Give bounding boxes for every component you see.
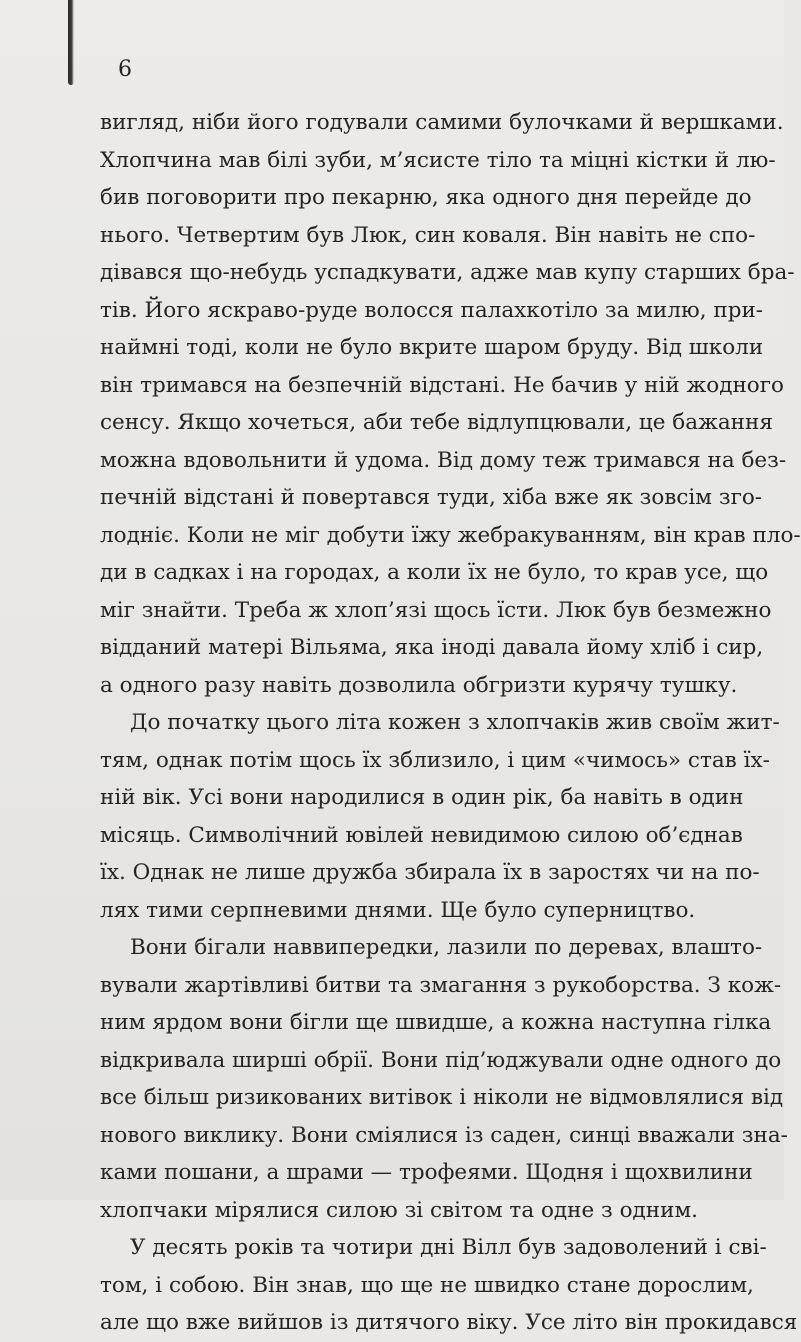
- text-line: вигляд, ніби його годували самими булочками й вершками.: [100, 110, 784, 135]
- text-line: До початку цього літа кожен з хлопчаків жив своїм жит-: [130, 710, 780, 735]
- text-line: Вони бігали наввипередки, лазили по деревах, влашто-: [130, 935, 763, 960]
- text-line: том, і собою. Він знав, що ще не швидко стане дорослим,: [100, 1272, 754, 1298]
- text-line: ним ярдом вони бігли ще швидше, а кожна наступна гілка: [100, 1010, 772, 1035]
- paragraph: [100, 704, 780, 929]
- text-line: ками пошани, а шрами — трофеями. Щодня і щохвилини: [100, 1160, 753, 1185]
- text-line: лях тими серпневими днями. Ще було суперництво.: [100, 897, 696, 923]
- text-line: а одного разу навіть дозволила обгризти курячу тушку.: [100, 672, 738, 698]
- text-line: нього. Четвертим був Люк, син коваля. Він навіть не спо-: [100, 222, 756, 248]
- text-line: хлопчаки мірялися силою зі світом та одне з одним.: [100, 1197, 699, 1223]
- body-text: [100, 104, 801, 1342]
- text-line: дівався що-небудь успадкувати, адже мав купу старших бра-: [100, 260, 795, 285]
- text-line: ди в садках і на городах, а коли їх не було, то крав усе, що: [100, 560, 769, 585]
- text-line: все більш ризикованих витівок і ніколи не відмовлялися від: [100, 1085, 784, 1110]
- text-line: можна вдовольнити й удома. Від дому теж тримався на без-: [100, 447, 787, 473]
- text-line: Хлопчина мав білі зуби, м’ясисте тіло та міцні кістки й лю-: [100, 147, 776, 173]
- paragraph: [100, 104, 801, 704]
- text-line: місяць. Символічний ювілей невидимою силою об’єднав: [100, 822, 743, 848]
- text-line: але що вже вийшов із дитячого віку. Усе літо він прокидався: [100, 1310, 798, 1335]
- page-number: 6: [118, 57, 132, 82]
- text-line: їх. Однак не лише дружба збирала їх в заростях чи на по-: [100, 860, 760, 885]
- paragraph: [100, 929, 788, 1229]
- text-line: вували жартівливі битви та змагання з рукоборства. З кож-: [100, 972, 782, 998]
- page-edge-shadow: [68, 0, 74, 85]
- text-line: наймні тоді, коли не було вкрите шаром бруду. Від школи: [100, 335, 764, 360]
- text-line: тів. Його яскраво-руде волосся палахкотіло за милю, при-: [100, 297, 764, 323]
- paragraph: [100, 1229, 798, 1342]
- text-line: відданий матері Вільяма, яка іноді давала йому хліб і сир,: [100, 635, 764, 660]
- text-line: міг знайти. Треба ж хлоп’язі щось їсти. Люк був безмежно: [100, 597, 772, 623]
- text-line: сенсу. Якщо хочеться, аби тебе відлупцювали, це бажання: [100, 410, 773, 435]
- text-line: печній відстані й повертався туди, хіба вже як зовсім зго-: [100, 485, 763, 510]
- text-line: тям, однак потім щось їх зблизило, і цим «чимось» став їх-: [100, 747, 770, 773]
- text-line: відкривала ширші обрії. Вони під’юджували одне одного до: [100, 1047, 782, 1073]
- text-line: він тримався на безпечній відстані. Не бачив у ній жодного: [100, 372, 784, 398]
- text-line: ній вік. Усі вони народилися в один рік, ба навіть в один: [100, 785, 744, 810]
- text-line: бив поговорити про пекарню, яка одного дня перейде до: [100, 185, 752, 210]
- text-line: У десять років та чотири дні Вілл був задоволений і сві-: [130, 1235, 767, 1260]
- text-line: нового виклику. Вони сміялися із саден, синці вважали зна-: [100, 1122, 788, 1148]
- text-line: лодніє. Коли не міг добути їжу жебракуванням, він крав пло-: [100, 522, 801, 548]
